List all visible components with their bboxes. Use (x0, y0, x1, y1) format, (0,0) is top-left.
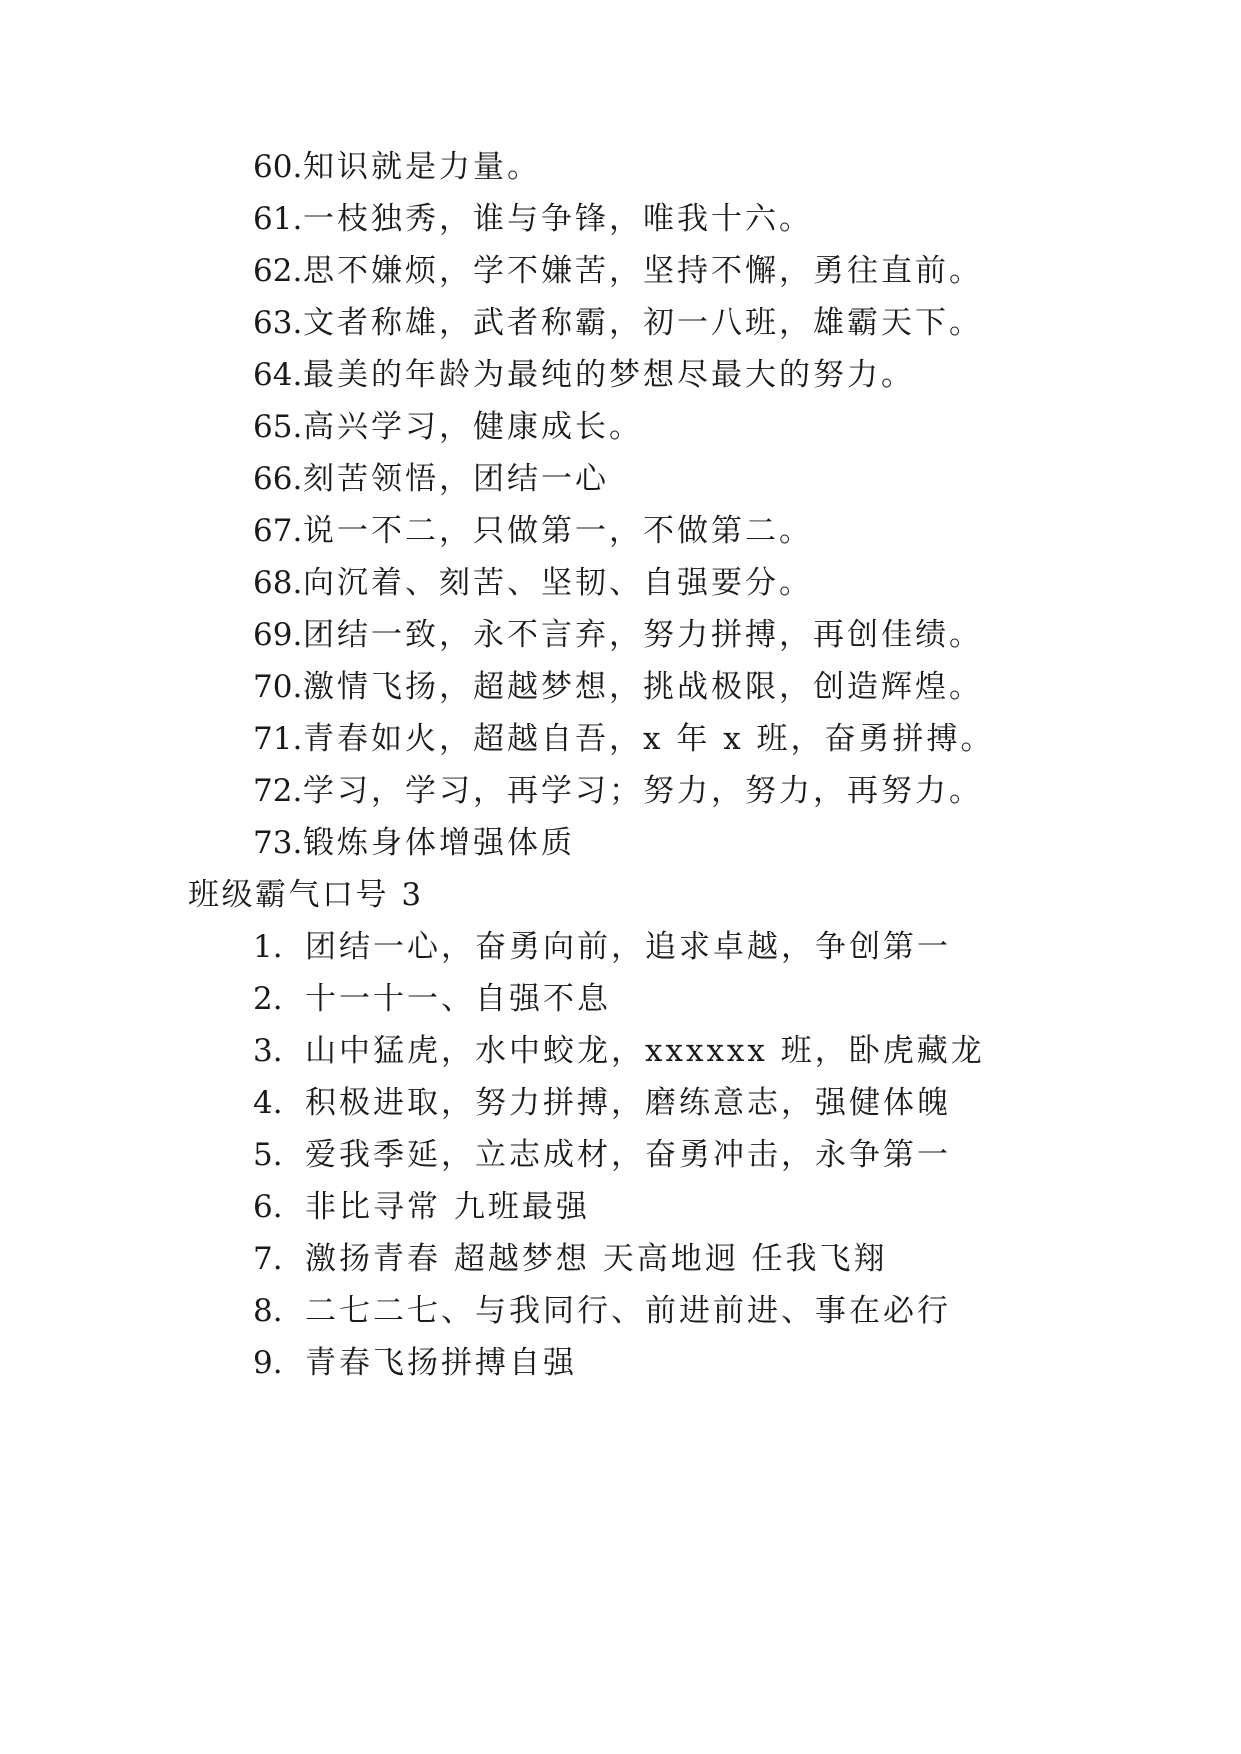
list-item (253, 1282, 951, 1340)
item-number: 69. (253, 617, 303, 653)
item-text: 激扬青春 超越梦想 天高地迥 任我飞翔 (305, 1241, 888, 1277)
list-item (253, 1230, 888, 1288)
item-number: 2. (253, 981, 283, 1017)
list-item (253, 710, 995, 768)
item-text: 文者称雄，武者称霸，初一八班，雄霸天下。 (303, 305, 983, 341)
list-item (253, 970, 611, 1028)
list-item (253, 1334, 577, 1392)
item-text: 一枝独秀，谁与争锋，唯我十六。 (303, 201, 813, 237)
list-item (253, 398, 643, 456)
item-text: 青春飞扬拼搏自强 (305, 1345, 577, 1381)
item-text: 二七二七、与我同行、前进前进、事在必行 (305, 1293, 951, 1329)
item-number: 63. (253, 305, 303, 341)
item-number: 6. (253, 1189, 283, 1225)
list-item (253, 814, 575, 872)
list-item (253, 1126, 951, 1184)
item-text: 向沉着、刻苦、坚韧、自强要分。 (303, 565, 813, 601)
list-item (253, 762, 983, 820)
item-number: 66. (253, 461, 303, 497)
item-number: 71. (253, 721, 303, 757)
item-text: 学习，学习，再学习；努力，努力，再努力。 (303, 773, 983, 809)
item-text: 锻炼身体增强体质 (303, 825, 575, 861)
item-number: 70. (253, 669, 303, 705)
item-text: 山中猛虎，水中蛟龙，xxxxxx 班，卧虎藏龙 (305, 1033, 985, 1069)
item-text: 说一不二，只做第一，不做第二。 (303, 513, 813, 549)
list-item (253, 346, 915, 404)
list-item (253, 554, 813, 612)
item-number: 62. (253, 253, 303, 289)
item-number: 1. (253, 929, 283, 965)
list-item (253, 190, 813, 248)
item-number: 60. (253, 149, 303, 185)
item-text: 爱我季延，立志成材，奋勇冲击，永争第一 (305, 1137, 951, 1173)
item-number: 4. (253, 1085, 283, 1121)
item-text: 团结一心，奋勇向前，追求卓越，争创第一 (305, 929, 951, 965)
item-number: 72. (253, 773, 303, 809)
list-item (253, 242, 983, 300)
item-number: 7. (253, 1241, 283, 1277)
item-text: 高兴学习，健康成长。 (303, 409, 643, 445)
item-text: 思不嫌烦，学不嫌苦，坚持不懈，勇往直前。 (303, 253, 983, 289)
list-item (253, 1022, 985, 1080)
item-number: 64. (253, 357, 303, 393)
list-item (253, 294, 983, 352)
item-number: 68. (253, 565, 303, 601)
item-number: 9. (253, 1345, 283, 1381)
item-text: 非比寻常 九班最强 (305, 1189, 590, 1225)
item-text: 积极进取，努力拼搏，磨练意志，强健体魄 (305, 1085, 951, 1121)
item-text: 刻苦领悟，团结一心 (303, 461, 609, 497)
item-number: 5. (253, 1137, 283, 1173)
item-number: 8. (253, 1293, 283, 1329)
item-text: 最美的年龄为最纯的梦想尽最大的努力。 (303, 357, 915, 393)
item-number: 61. (253, 201, 303, 237)
section-heading: 班级霸气口号 3 (188, 877, 424, 913)
item-number: 3. (253, 1033, 283, 1069)
item-number: 73. (253, 825, 303, 861)
list-item (253, 450, 609, 508)
list-item (253, 918, 951, 976)
list-item (253, 1178, 590, 1236)
item-number: 65. (253, 409, 303, 445)
item-text: 十一十一、自强不息 (305, 981, 611, 1017)
item-text: 知识就是力量。 (303, 149, 541, 185)
list-item (253, 502, 813, 560)
list-item (253, 606, 983, 664)
list-item (253, 658, 983, 716)
list-item (253, 1074, 951, 1132)
item-text: 青春如火，超越自吾，x 年 x 班，奋勇拼搏。 (303, 721, 995, 757)
list-item (253, 138, 541, 196)
item-text: 团结一致，永不言弃，努力拼搏，再创佳绩。 (303, 617, 983, 653)
item-text: 激情飞扬，超越梦想，挑战极限，创造辉煌。 (303, 669, 983, 705)
item-number: 67. (253, 513, 303, 549)
